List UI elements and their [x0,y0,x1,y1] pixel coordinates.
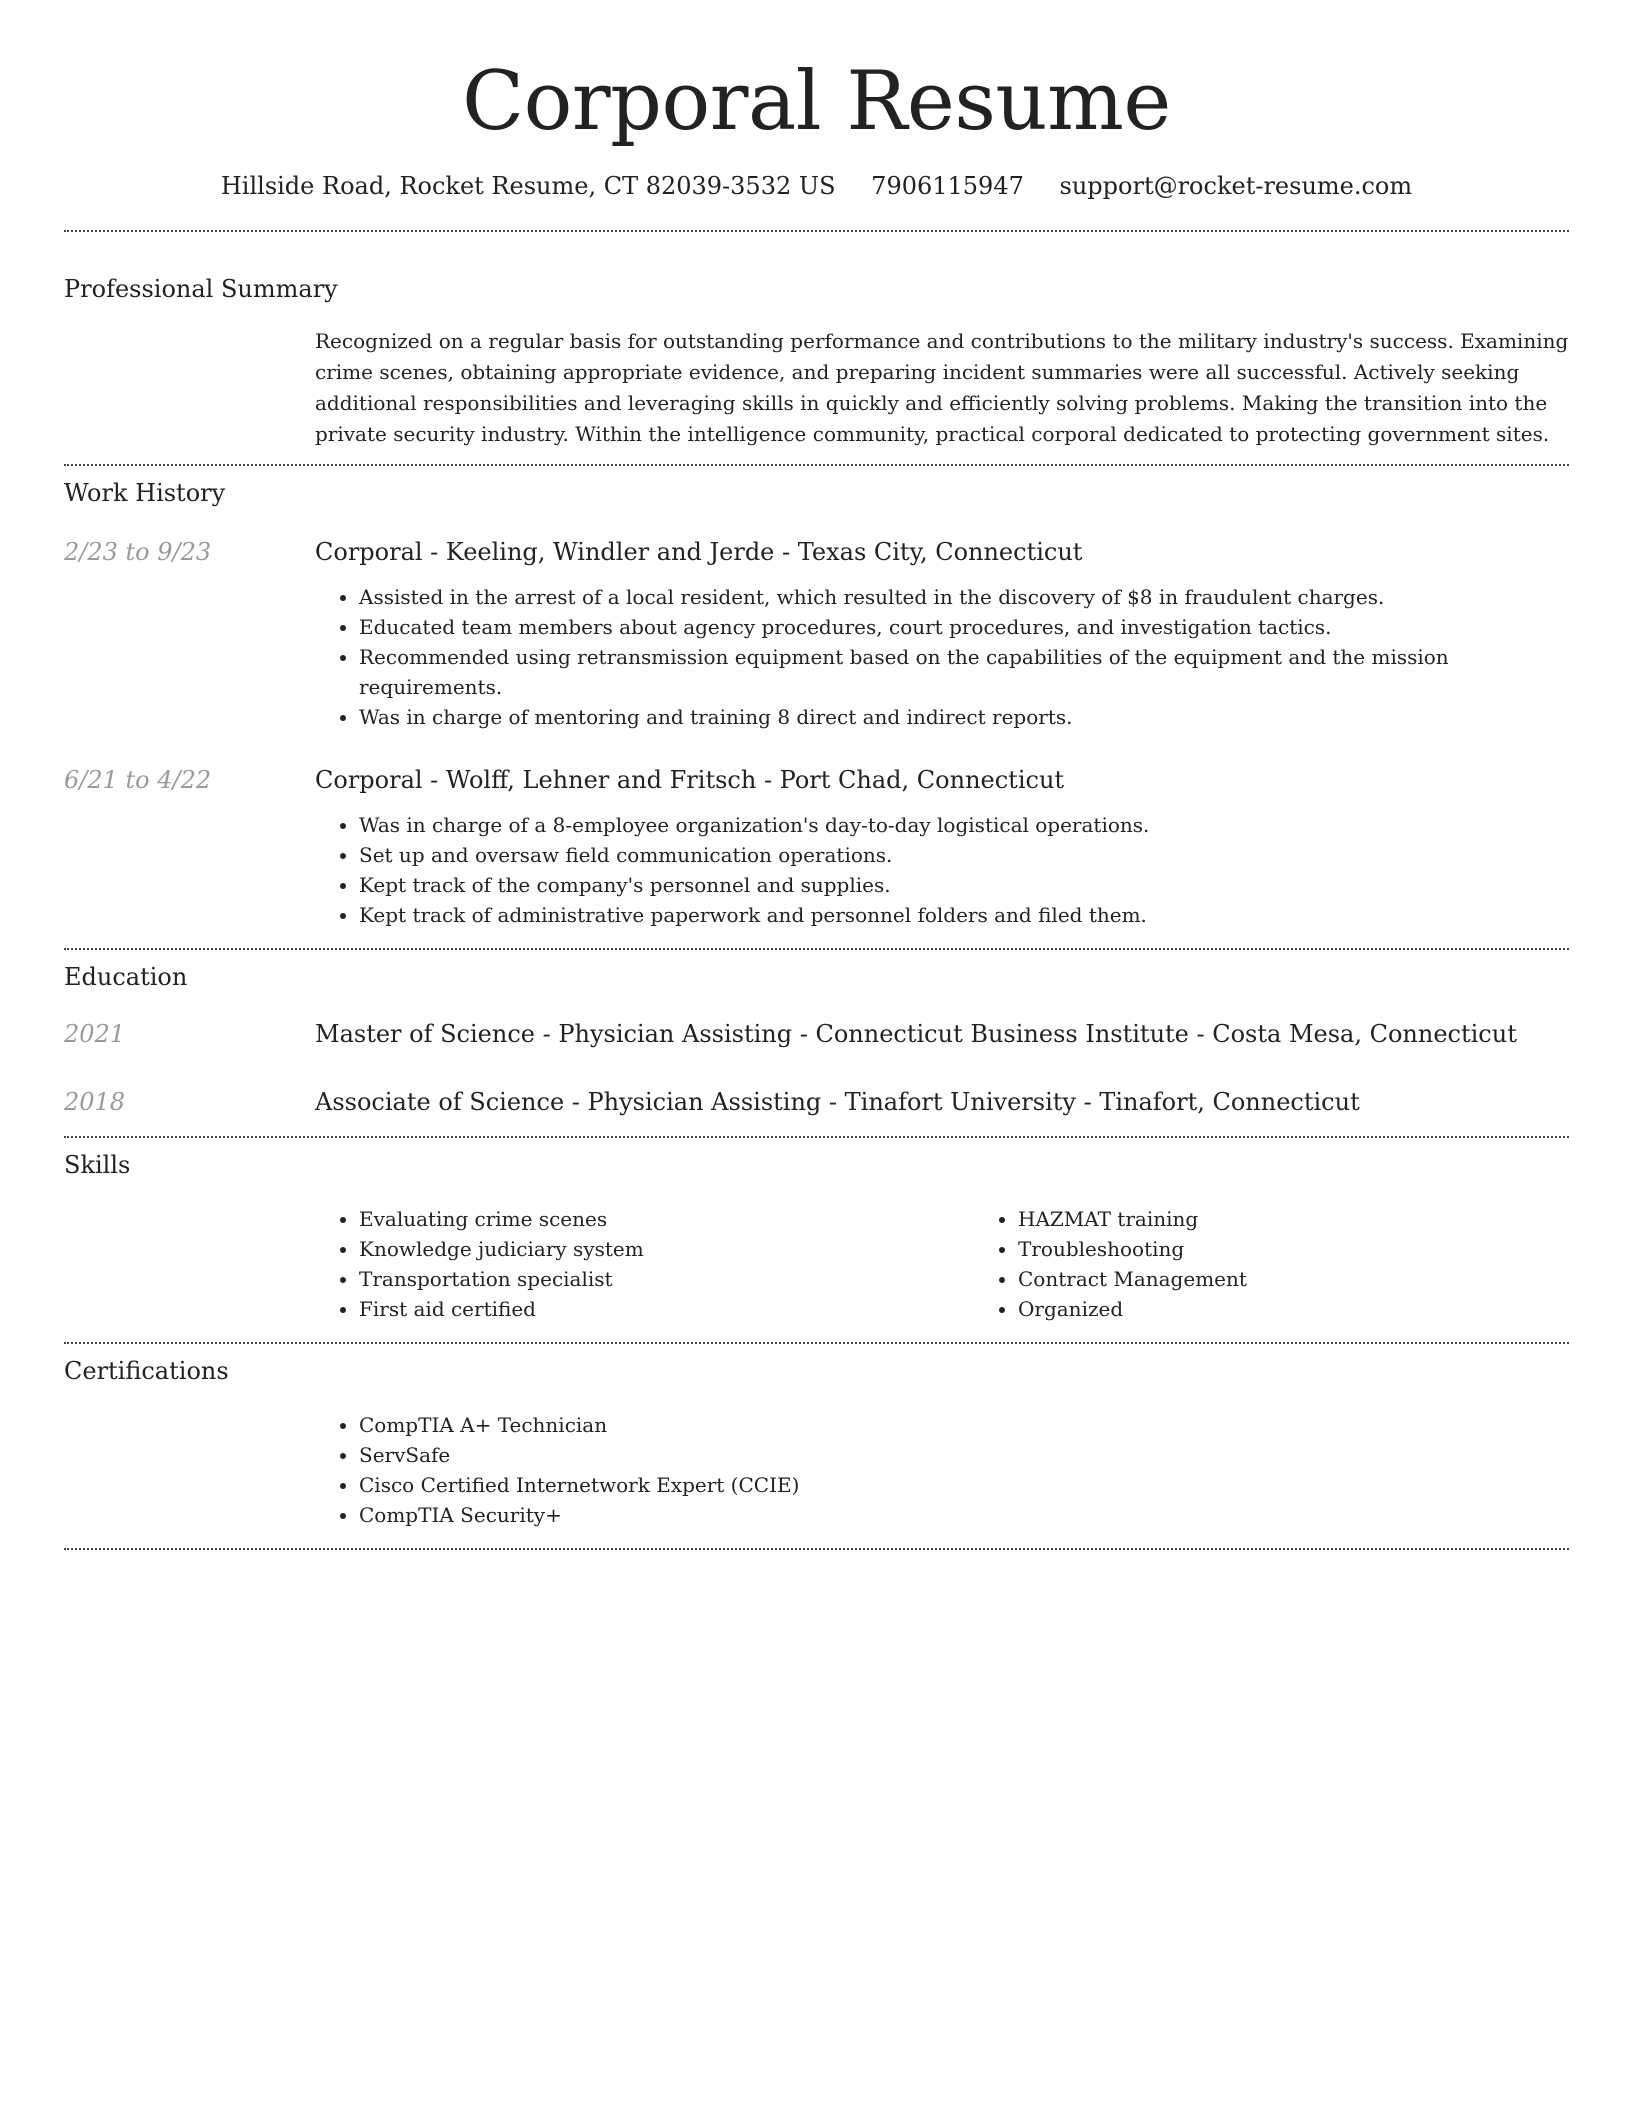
list-item: • Troubleshooting [1018,1234,1632,1264]
job-dates: 2/23 to 9/23 [64,538,212,566]
job-entry [64,536,1569,732]
job-dates: 6/21 to 4/22 [64,766,212,794]
job-bullets [315,582,1569,732]
contact-address: Hillside Road, Rocket Resume, CT 82039-3532 US [220,172,836,200]
list-item: • CompTIA A+ Technician [359,1410,1569,1440]
list-item: • Evaluating crime scenes [359,1204,974,1234]
contact-email: support@rocket-resume.com [1059,172,1413,200]
list-item: • Contract Management [1018,1264,1632,1294]
skills-list-left [315,1204,974,1324]
list-item: • HAZMAT training [1018,1204,1632,1234]
certifications-section [64,1344,1569,1548]
education-degree: Master of Science - Physician Assisting - Connecticut Business Institute - Costa Mesa, Connecticut [315,1020,1517,1048]
education-section [64,950,1569,1136]
education-year: 2018 [64,1088,126,1116]
list-item: • Transportation specialist [359,1264,974,1294]
certifications-list [315,1410,1569,1530]
skills-heading: Skills [64,1151,131,1179]
list-item: • Educated team members about agency procedures, court procedures, and investigation tactics. [359,612,1569,642]
skills-list-right [974,1204,1632,1324]
education-heading: Education [64,963,188,991]
list-item: • Was in charge of mentoring and training 8 direct and indirect reports. [359,702,1569,732]
list-item: • CompTIA Security+ [359,1500,1569,1530]
job-bullets [315,810,1569,930]
resume-title: Corporal Resume [462,55,1171,149]
education-entry [64,1018,1569,1050]
list-item: • First aid certified [359,1294,974,1324]
education-year: 2021 [64,1020,126,1048]
resume-page [64,0,1569,1550]
job-entry [64,764,1569,948]
list-item: • Cisco Certified Internetwork Expert (CCIE) [359,1470,1569,1500]
summary-text: Recognized on a regular basis for outstanding performance and contributions to the military industry's success. Examining crime scenes, obtaining appropriate evidence, and preparing incident summaries were all successful. Actively seeking additional responsibilities and leveraging skills in quickly and efficiently solving problems. Making the transition into the private security industry. Within the intelligence community, practical corporal dedicated to protecting government sites. [315,329,1569,446]
education-degree: Associate of Science - Physician Assisting - Tinafort University - Tinafort, Connecticut [315,1088,1360,1116]
list-item: • Assisted in the arrest of a local resident, which resulted in the discovery of $8 in fraudulent charges. [359,582,1569,612]
job-title: Corporal - Keeling, Windler and Jerde - Texas City, Connecticut [315,538,1083,566]
summary-heading: Professional Summary [64,275,338,303]
contact-phone: 7906115947 [871,172,1024,200]
skills-section [64,1138,1569,1342]
job-title: Corporal - Wolff, Lehner and Fritsch - Port Chad, Connecticut [315,766,1065,794]
list-item: • Set up and oversaw field communication operations. [359,840,1569,870]
list-item: • ServSafe [359,1440,1569,1470]
list-item: • Kept track of administrative paperwork and personnel folders and filed them. [359,900,1569,930]
education-entry [64,1086,1569,1136]
list-item: • Kept track of the company's personnel and supplies. [359,870,1569,900]
list-item: • Was in charge of a 8-employee organization's day-to-day logistical operations. [359,810,1569,840]
contact-line [64,170,1569,202]
certifications-heading: Certifications [64,1357,229,1385]
list-item: • Organized [1018,1294,1632,1324]
section-divider [64,1548,1569,1550]
work-history-section [64,466,1569,948]
work-history-heading: Work History [64,479,226,507]
list-item: • Recommended using retransmission equipment based on the capabilities of the equipment and the mission requirements. [359,642,1569,702]
list-item: • Knowledge judiciary system [359,1234,974,1264]
summary-section [64,232,1569,464]
